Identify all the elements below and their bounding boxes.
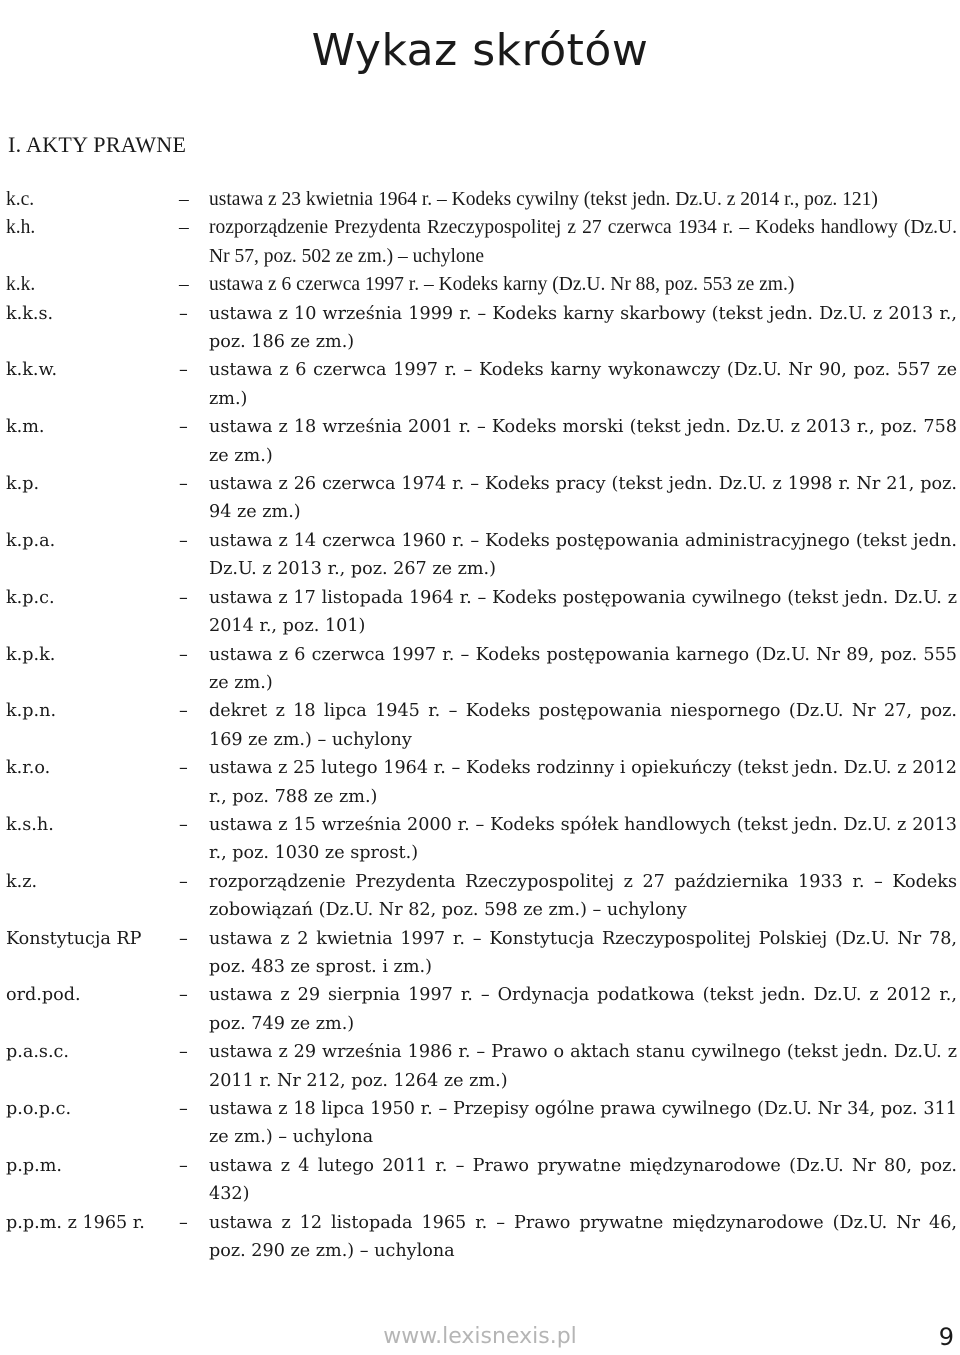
list-item	[0, 1095, 960, 1152]
page-number: 9	[938, 1323, 954, 1351]
abbreviation-description: ustawa z 17 listopada 1964 r. – Kodeks postępowania cywilnego (tekst jedn. Dz.U. z 2014 r., poz. 101)	[209, 587, 957, 637]
abbreviation-description: ustawa z 14 czerwca 1960 r. – Kodeks postępowania administracyjnego (tekst jedn. Dz.U. z 2013 r., poz. 267 ze zm.)	[209, 530, 957, 580]
abbreviation-description: ustawa z 6 czerwca 1997 r. – Kodeks postępowania karnego (Dz.U. Nr 89, poz. 555 ze zm.)	[209, 644, 957, 693]
list-item	[0, 214, 960, 271]
dash-separator: –	[179, 417, 188, 438]
abbreviation: Konstytucja RP	[6, 928, 142, 949]
abbreviation-description: ustawa z 10 września 1999 r. – Kodeks karny skarbowy (tekst jedn. Dz.U. z 2013 r., poz. 186 ze zm.)	[209, 303, 957, 353]
page-title: Wykaz skrótów	[311, 25, 649, 77]
abbreviation: k.p.k.	[6, 644, 56, 665]
list-item	[0, 527, 960, 584]
abbreviation-description: rozporządzenie Prezydenta Rzeczypospolitej z 27 października 1933 r. – Kodeks zobowiązań (Dz.U. Nr 82, poz. 598 ze zm.) – uchylony	[209, 871, 957, 921]
list-item	[0, 584, 960, 641]
list-item	[0, 1209, 960, 1266]
list-item	[0, 868, 960, 925]
dash-separator: –	[179, 1042, 188, 1063]
abbreviation-description: dekret z 18 lipca 1945 r. – Kodeks postępowania niespornego (Dz.U. Nr 27, poz. 169 ze zm.) – uchylony	[209, 701, 957, 750]
dash-separator: –	[179, 1099, 188, 1119]
abbreviation-description: ustawa z 18 września 2001 r. – Kodeks morski (tekst jedn. Dz.U. z 2013 r., poz. 758 ze zm.)	[209, 417, 957, 466]
abbreviation: k.k.w.	[6, 360, 58, 381]
dash-separator: –	[179, 758, 188, 779]
abbreviation: k.r.o.	[6, 758, 51, 779]
abbreviation: k.s.h.	[6, 814, 54, 835]
dash-separator: –	[179, 928, 188, 949]
abbreviation-description: ustawa z 2 kwietnia 1997 r. – Konstytucja Rzeczypospolitej Polskiej (Dz.U. Nr 78, poz. 483 ze sprost. i zm.)	[209, 928, 957, 977]
dash-separator: –	[179, 985, 188, 1006]
abbreviation: ord.pod.	[6, 985, 81, 1006]
abbreviation: k.k.s.	[6, 303, 54, 324]
dash-separator: –	[179, 814, 188, 835]
list-item	[0, 356, 960, 413]
list-item	[0, 186, 960, 214]
abbreviation: p.p.m. z 1965 r.	[6, 1212, 145, 1233]
dash-separator: –	[179, 360, 188, 381]
abbreviation-description: ustawa z 23 kwietnia 1964 r. – Kodeks cywilny (tekst jedn. Dz.U. z 2014 r., poz. 121)	[209, 189, 878, 210]
list-item	[0, 413, 960, 470]
dash-separator: –	[179, 530, 188, 551]
abbreviation-description: ustawa z 25 lutego 1964 r. – Kodeks rodzinny i opiekuńczy (tekst jedn. Dz.U. z 2012 r., poz. 788 ze zm.)	[209, 758, 957, 807]
abbreviation: p.p.m.	[6, 1155, 62, 1176]
abbreviation-description: ustawa z 29 sierpnia 1997 r. – Ordynacja podatkowa (tekst jedn. Dz.U. z 2012 r., poz. 749 ze zm.)	[209, 985, 957, 1034]
abbreviation: k.p.	[6, 474, 40, 495]
abbreviation: k.p.n.	[6, 701, 57, 722]
dash-separator: –	[179, 587, 188, 608]
list-item	[0, 697, 960, 754]
dash-separator: –	[179, 644, 188, 665]
abbreviation: p.a.s.c.	[6, 1042, 70, 1063]
dash-separator: –	[179, 1212, 188, 1233]
abbreviation-description: ustawa z 15 września 2000 r. – Kodeks spółek handlowych (tekst jedn. Dz.U. z 2013 r., poz. 1030 ze sprost.)	[209, 814, 957, 864]
dash-separator: –	[179, 274, 189, 296]
list-item	[0, 1152, 960, 1209]
abbreviation-description: ustawa z 6 czerwca 1997 r. – Kodeks karny wykonawczy (Dz.U. Nr 90, poz. 557 ze zm.)	[209, 360, 957, 409]
list-item	[0, 271, 960, 299]
abbreviation: k.k.	[6, 274, 36, 296]
footer-url: www.lexisnexis.pl	[383, 1324, 577, 1349]
abbreviations-list	[0, 186, 960, 1265]
dash-separator: –	[179, 474, 188, 495]
list-item	[0, 470, 960, 527]
list-item	[0, 1038, 960, 1095]
abbreviation-description: ustawa z 4 lutego 2011 r. – Prawo prywatne międzynarodowe (Dz.U. Nr 80, poz. 432)	[209, 1155, 957, 1205]
abbreviation: k.c.	[6, 189, 35, 210]
dash-separator: –	[179, 303, 188, 324]
abbreviation-description: ustawa z 29 września 1986 r. – Prawo o aktach stanu cywilnego (tekst jedn. Dz.U. z 2011 r. Nr 212, poz. 1264 ze zm.)	[209, 1042, 957, 1091]
abbreviation-description: ustawa z 12 listopada 1965 r. – Prawo prywatne międzynarodowe (Dz.U. Nr 46, poz. 290 ze zm.) – uchylona	[209, 1212, 957, 1262]
abbreviation: k.p.a.	[6, 530, 56, 551]
dash-separator: –	[179, 1155, 188, 1176]
abbreviation: k.p.c.	[6, 587, 55, 608]
list-item	[0, 300, 960, 357]
dash-separator: –	[179, 189, 189, 210]
list-item	[0, 641, 960, 698]
list-item	[0, 981, 960, 1038]
list-item	[0, 925, 960, 982]
abbreviation-description: ustawa z 6 czerwca 1997 r. – Kodeks karny (Dz.U. Nr 88, poz. 553 ze zm.)	[209, 274, 795, 296]
abbreviation-description: rozporządzenie Prezydenta Rzeczypospolitej z 27 czerwca 1934 r. – Kodeks handlowy (Dz.U. Nr 57, poz. 502 ze zm.) – uchylone	[209, 217, 957, 267]
list-item	[0, 811, 960, 868]
abbreviation: k.h.	[6, 217, 36, 239]
abbreviation: k.m.	[6, 417, 45, 438]
dash-separator: –	[179, 871, 188, 892]
abbreviation-description: ustawa z 18 lipca 1950 r. – Przepisy ogólne prawa cywilnego (Dz.U. Nr 34, poz. 311 ze zm.) – uchylona	[209, 1099, 957, 1148]
list-item	[0, 754, 960, 811]
abbreviation: k.z.	[6, 871, 38, 892]
abbreviation: p.o.p.c.	[6, 1099, 72, 1119]
section-heading: I. AKTY PRAWNE	[8, 132, 187, 157]
abbreviation-description: ustawa z 26 czerwca 1974 r. – Kodeks pracy (tekst jedn. Dz.U. z 1998 r. Nr 21, poz. 94 ze zm.)	[209, 474, 957, 523]
dash-separator: –	[179, 701, 188, 722]
dash-separator: –	[179, 217, 189, 239]
